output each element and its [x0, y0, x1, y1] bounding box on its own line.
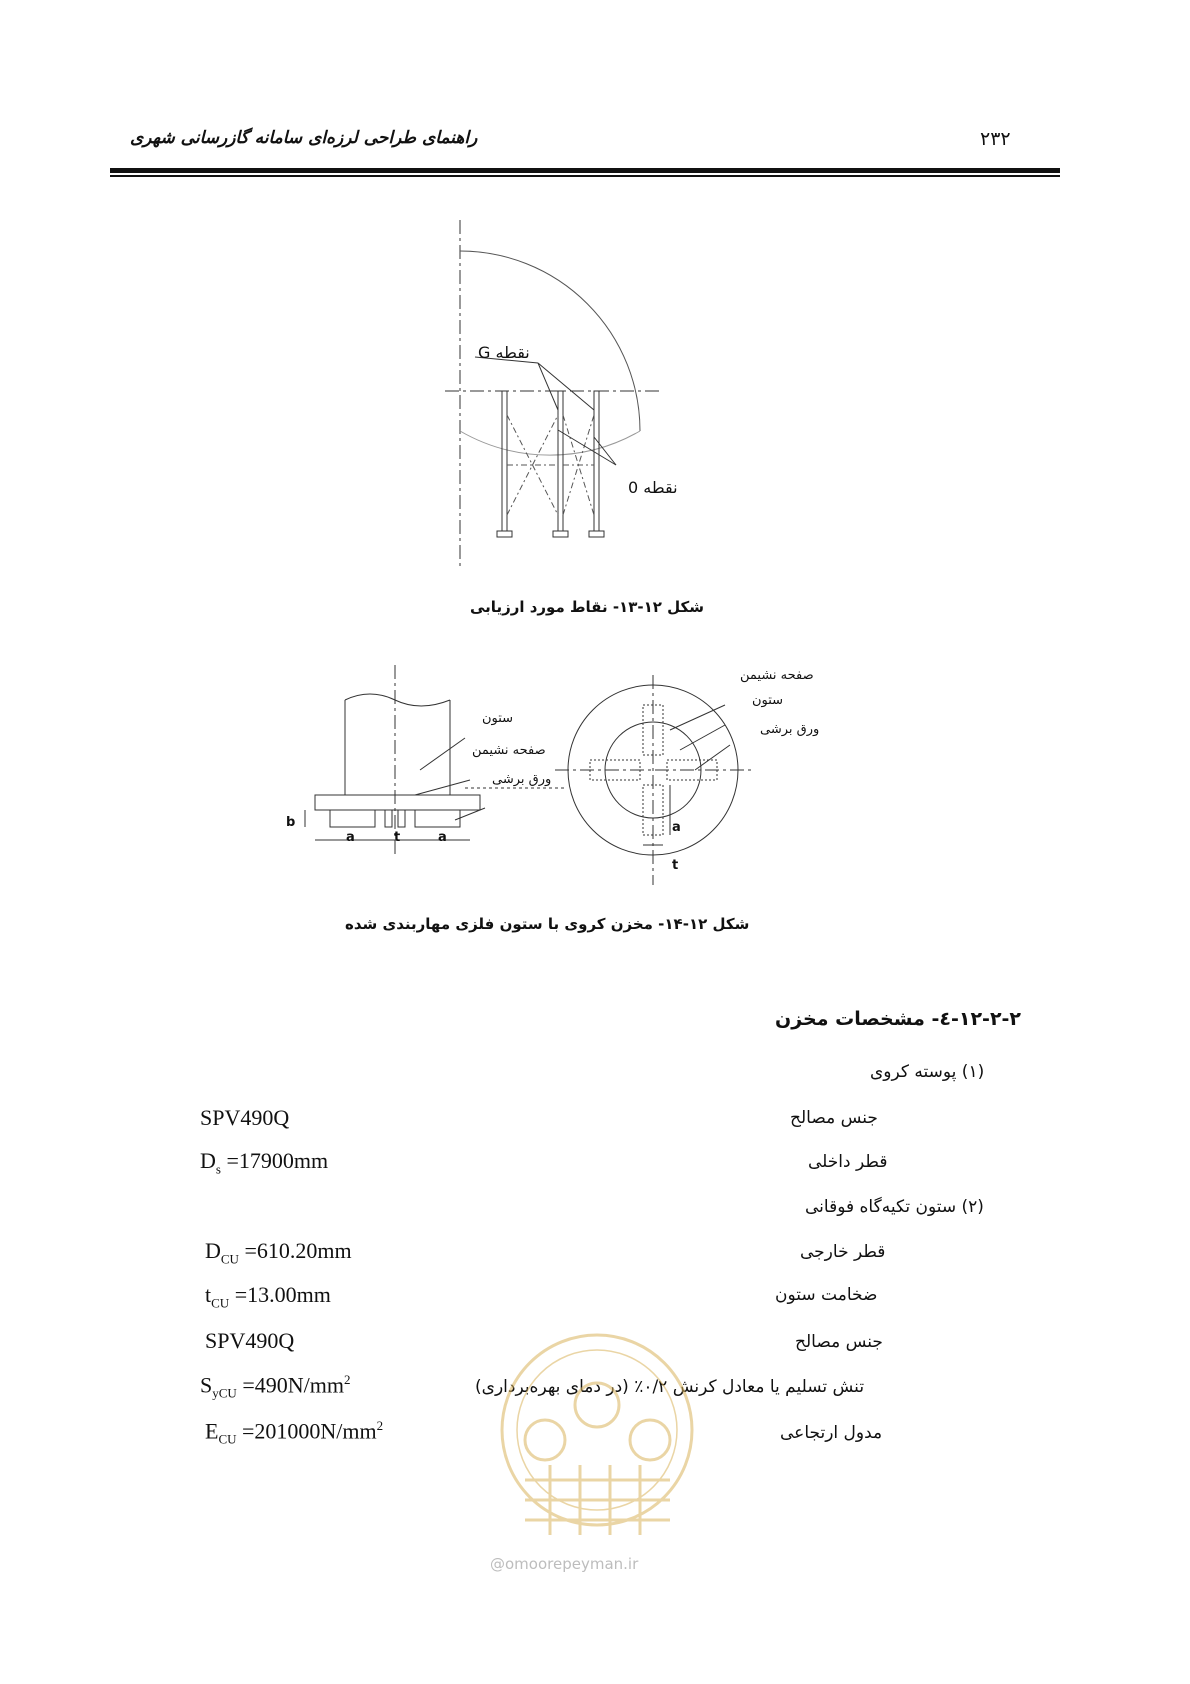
figure-13-caption: شکل ۱۲-۱۳- نقاط مورد ارزیابی — [470, 598, 704, 616]
watermark-logo — [490, 1295, 705, 1565]
header-rule — [110, 168, 1060, 173]
dim-a-right: a — [438, 830, 447, 845]
formula-yield-stress: $S_{yCU} =490N/mm^2$ — [200, 1372, 351, 1401]
dim-t-left: t — [394, 830, 401, 845]
right-seat-plate-label: صفحه نشیمن — [740, 668, 814, 683]
property-label-material-1: جنس مصالح — [790, 1108, 878, 1128]
section-heading: ۱۲-۲-۲-٤- مشخصات مخزن — [775, 1008, 1022, 1030]
running-header-title: راهنمای طراحی لرزه‌ای سامانه گازرسانی شهری — [130, 128, 478, 148]
property-value-material-1: SPV490Q — [200, 1105, 290, 1130]
point-g-label: نقطه G — [478, 343, 530, 362]
subsection-spherical-shell: (۱) پوسته کروی — [870, 1062, 985, 1082]
property-label-outer-diameter: قطر خارجی — [800, 1242, 886, 1262]
property-label-yield-stress: تنش تسلیم یا معادل کرنش ۰/۲٪ (در دمای بهره‌برداری) — [475, 1377, 865, 1397]
subsection-upper-support-column: (۲) ستون تکیه‌گاه فوقانی — [805, 1197, 984, 1217]
property-label-inner-diameter: قطر داخلی — [808, 1152, 888, 1172]
dim-a-plan: a — [672, 820, 681, 835]
right-shear-plate-label: ورق برشی — [760, 722, 820, 737]
point-o-label: نقطه 0 — [628, 478, 678, 497]
formula-elastic-modulus: $E_{CU} =201000N/mm^2$ — [205, 1418, 384, 1447]
left-seat-plate-label: صفحه نشیمن — [472, 743, 546, 758]
property-value-material-2: SPV490Q — [205, 1328, 295, 1353]
dim-b: b — [286, 815, 296, 830]
figure-13-diagram — [430, 215, 660, 575]
property-label-material-2: جنس مصالح — [795, 1332, 883, 1352]
property-label-column-thickness: ضخامت ستون — [775, 1285, 878, 1305]
left-shear-plate-label: ورق برشی — [492, 772, 552, 787]
right-column-label: ستون — [752, 693, 784, 708]
watermark-text: @omoorepeyman.ir — [490, 1555, 639, 1573]
dim-t-plan: t — [672, 858, 679, 873]
formula-column-thickness: $t_{CU} =13.00mm$ — [205, 1282, 331, 1311]
property-label-elastic-modulus: مدول ارتجاعی — [780, 1423, 883, 1443]
page-number: ۲۳۲ — [980, 128, 1011, 150]
header-rule-thin — [110, 175, 1060, 177]
formula-inner-diameter: $D_s =17900mm$ — [200, 1148, 329, 1177]
figure-14-caption: شکل ۱۲-۱۴- مخزن کروی با ستون فلزی مهاربندی شده — [345, 915, 750, 933]
formula-outer-diameter: $D_{CU} =610.20mm$ — [205, 1238, 352, 1267]
left-column-label: ستون — [482, 711, 514, 726]
dim-a-left: a — [346, 830, 355, 845]
